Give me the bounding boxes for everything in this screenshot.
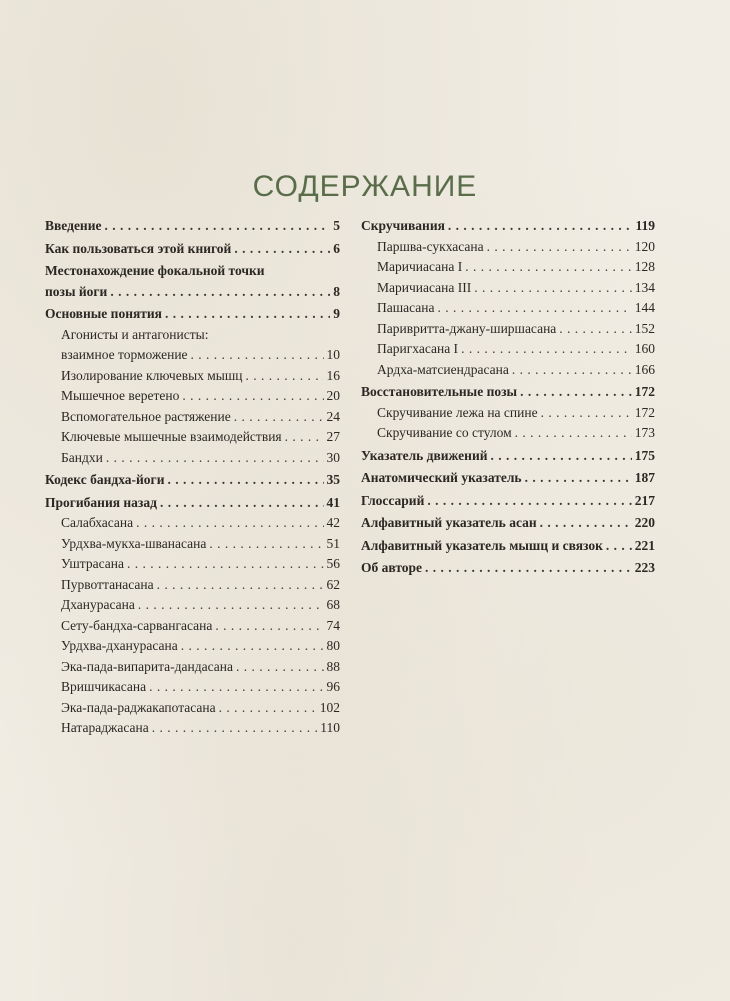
toc-entry[interactable] [361, 513, 655, 534]
toc-entry-title: Салабхасана [61, 515, 134, 530]
dot-leader [541, 403, 632, 424]
toc-entry-page: 128 [634, 259, 655, 274]
dot-leader [427, 491, 631, 512]
dot-leader [106, 448, 324, 469]
toc-entry[interactable] [361, 468, 655, 489]
toc-entry-page: 24 [326, 408, 340, 424]
dot-leader [234, 239, 330, 260]
toc-entry-title: Паригхасана I [377, 341, 459, 356]
toc-entry-title: взаимное торможение [61, 347, 188, 362]
toc-entry[interactable] [45, 407, 340, 428]
toc-right-column [361, 216, 655, 579]
toc-entry[interactable] [45, 595, 340, 616]
toc-entry-page: 120 [634, 238, 655, 254]
toc-entry[interactable] [45, 448, 340, 469]
toc-entry-page: 20 [326, 388, 340, 403]
toc-entry-title: Ключевые мышечные взаимодействия [61, 429, 282, 444]
toc-entry-title: Сету-бандха-сарвангасана [61, 617, 213, 633]
toc-entry[interactable] [45, 345, 340, 366]
toc-entry-title: Урдхва-мукха-шванасана [61, 535, 207, 551]
toc-entry-title: Глоссарий [361, 492, 425, 508]
toc-entry-page: 172 [634, 384, 655, 399]
toc-entry-title: Паривритта-джану-ширшасана [377, 320, 557, 336]
toc-entry-page: 152 [634, 320, 655, 336]
toc-entry-page: 134 [634, 279, 655, 295]
dot-leader [438, 298, 632, 319]
toc-entry-page: 172 [634, 404, 655, 420]
toc-entry-page: 9 [333, 306, 340, 321]
toc-entry[interactable] [45, 513, 340, 534]
toc-entry-title: Пашасана [377, 300, 435, 315]
toc-entry-page: 173 [634, 425, 655, 440]
toc-entry[interactable] [361, 491, 655, 512]
toc-entry-title: Указатель движений [361, 447, 488, 463]
toc-entry-page: 42 [326, 515, 340, 530]
toc-entry[interactable] [361, 446, 655, 467]
dot-leader [515, 423, 632, 444]
toc-entry[interactable] [45, 718, 340, 739]
toc-entry-page: 62 [326, 576, 340, 592]
toc-entry-title: Эка-пада-раджакапотасана [61, 699, 216, 715]
toc-entry-page: 96 [326, 679, 340, 694]
toc-entry[interactable] [361, 257, 655, 278]
toc-entry-page: 144 [634, 300, 655, 315]
toc-entry[interactable] [45, 677, 340, 698]
page-title: СОДЕРЖАНИЕ [252, 170, 478, 204]
toc-entry-title: Маричиасана I [377, 259, 463, 274]
toc-entry[interactable] [361, 216, 655, 237]
toc-entry-page: 5 [333, 218, 340, 233]
toc-entry-page: 217 [634, 492, 655, 508]
toc-entry[interactable] [45, 657, 340, 678]
toc-entry-title: Вришчикасана [61, 679, 147, 694]
toc-entry-title: Уштрасана [61, 556, 124, 571]
toc-entry-title: Ардха-матсиендрасана [377, 361, 509, 377]
toc-entry-page: 41 [326, 494, 340, 510]
toc-entry-page: 27 [326, 429, 340, 444]
dot-leader [520, 382, 632, 403]
toc-entry-page: 68 [326, 597, 340, 612]
dot-leader [465, 257, 632, 278]
toc-entry[interactable] [361, 339, 655, 360]
toc-entry-title: Дханурасана [61, 597, 135, 612]
dot-leader [559, 319, 631, 340]
toc-entry-title: Паршва-сукхасана [377, 238, 484, 254]
dot-leader [285, 427, 324, 448]
toc-entry-page: 119 [635, 218, 655, 233]
toc-entry-page: 56 [326, 556, 340, 571]
toc-entry-page: 175 [634, 447, 655, 463]
toc-entry-title: Эка-пада-випарита-дандасана [61, 658, 233, 674]
dot-leader [512, 360, 632, 381]
dot-leader [236, 657, 324, 678]
toc-entry-page: 30 [326, 449, 340, 465]
toc-entry[interactable] [45, 427, 340, 448]
toc-entry[interactable] [361, 382, 655, 403]
toc-entry-title: Как пользоваться этой книгой [45, 240, 232, 256]
dot-leader [461, 339, 632, 360]
toc-entry-title: Кодекс бандха-йоги [45, 472, 165, 487]
toc-entry-title: Скручивание со стулом [377, 425, 512, 440]
toc-entry-page: 16 [326, 367, 340, 383]
dot-leader [104, 216, 330, 237]
toc-entry-title: Урдхва-дханурасана [61, 638, 178, 653]
toc-entry-title: Об авторе [361, 560, 423, 575]
toc-entry-page: 160 [634, 341, 655, 356]
toc-entry-title: Прогибания назад [45, 494, 157, 510]
toc-entry-title: позы йоги [45, 283, 108, 299]
dot-leader [540, 513, 632, 534]
toc-entry[interactable] [361, 298, 655, 319]
toc-entry-title: Изолирование ключевых мышц [61, 367, 243, 383]
toc-entry[interactable] [361, 360, 655, 381]
toc-entry-page: 88 [326, 658, 340, 674]
toc-entry-page: 51 [326, 535, 340, 551]
dot-leader [191, 345, 324, 366]
dot-leader [167, 470, 323, 491]
toc-entry-title: Алфавитный указатель асан [361, 515, 537, 530]
toc-entry-title: Анатомический указатель [361, 470, 522, 485]
toc-entry-page: 187 [634, 470, 655, 485]
dot-leader [136, 513, 323, 534]
dot-leader [138, 595, 324, 616]
dot-leader [127, 554, 324, 575]
dot-leader [110, 282, 330, 303]
toc-entry[interactable] [361, 319, 655, 340]
toc-entry-title: Вспомогательное растяжение [61, 408, 231, 424]
toc-entry-page: 223 [634, 560, 655, 575]
toc-entry-page: 166 [634, 361, 655, 377]
toc-entry[interactable] [45, 216, 340, 237]
toc-entry-title: Мышечное веретено [61, 388, 180, 403]
toc-entry[interactable] [45, 636, 340, 657]
toc-entry-line: Местонахождение фокальной точки [45, 263, 265, 278]
toc-entry-page: 10 [326, 347, 340, 362]
dot-leader [182, 386, 323, 407]
toc-entry-title: Алфавитный указатель мышц и связок [361, 537, 603, 553]
toc-entry[interactable] [361, 423, 655, 444]
toc-entry[interactable] [45, 282, 340, 303]
toc-entry[interactable] [361, 403, 655, 424]
toc-entry[interactable] [361, 536, 655, 557]
toc-entry-page: 110 [320, 720, 340, 735]
dot-leader [165, 304, 330, 325]
dot-leader [215, 616, 323, 637]
toc-entry[interactable] [45, 239, 340, 260]
dot-leader [525, 468, 632, 489]
toc-entry-page: 80 [326, 638, 340, 653]
toc-entry[interactable] [361, 278, 655, 299]
toc-entry[interactable] [45, 493, 340, 514]
dot-leader [157, 575, 324, 596]
dot-leader [209, 534, 323, 555]
toc-entry-page: 8 [333, 283, 340, 299]
toc-entry-page: 221 [634, 537, 655, 553]
toc-entry[interactable] [45, 470, 340, 491]
toc-entry-page: 6 [333, 240, 340, 256]
dot-leader [425, 558, 632, 579]
toc-entry-page: 220 [634, 515, 655, 530]
toc-entry[interactable] [45, 534, 340, 555]
toc-entry[interactable] [45, 554, 340, 575]
dot-leader [487, 237, 632, 258]
toc-entry-title: Натараджасана [61, 720, 149, 735]
toc-entry-page: 102 [319, 699, 340, 715]
dot-leader [448, 216, 633, 237]
toc-entry-title: Скручивания [361, 218, 445, 233]
dot-leader [234, 407, 324, 428]
toc-entry[interactable] [45, 304, 340, 325]
dot-leader [474, 278, 632, 299]
toc-entry[interactable] [361, 237, 655, 258]
toc-entry-title: Введение [45, 218, 102, 233]
dot-leader [606, 536, 632, 557]
dot-leader [246, 366, 324, 387]
toc-entry-title: Пурвоттанасана [61, 576, 154, 592]
toc-entry-title: Скручивание лежа на спине [377, 404, 538, 420]
toc-entry[interactable] [45, 698, 340, 719]
dot-leader [160, 493, 324, 514]
toc-entry-page: 74 [326, 617, 340, 633]
toc-entry[interactable] [45, 616, 340, 637]
toc-entry[interactable] [45, 386, 340, 407]
toc-entry-title: Основные понятия [45, 306, 162, 321]
toc-entry[interactable] [361, 558, 655, 579]
toc-entry-title: Бандхи [61, 449, 103, 465]
dot-leader [219, 698, 317, 719]
dot-leader [181, 636, 324, 657]
dot-leader [491, 446, 632, 467]
toc-entry-title: Восстановительные позы [361, 384, 518, 399]
dot-leader [152, 718, 318, 739]
toc-entry[interactable] [45, 575, 340, 596]
dot-leader [149, 677, 323, 698]
toc-entry-title: Маричиасана III [377, 279, 472, 295]
toc-left-column [45, 216, 340, 739]
toc-entry-page: 35 [326, 472, 340, 487]
toc-entry[interactable] [45, 366, 340, 387]
toc-entry-line: Агонисты и антагонисты: [61, 326, 209, 342]
